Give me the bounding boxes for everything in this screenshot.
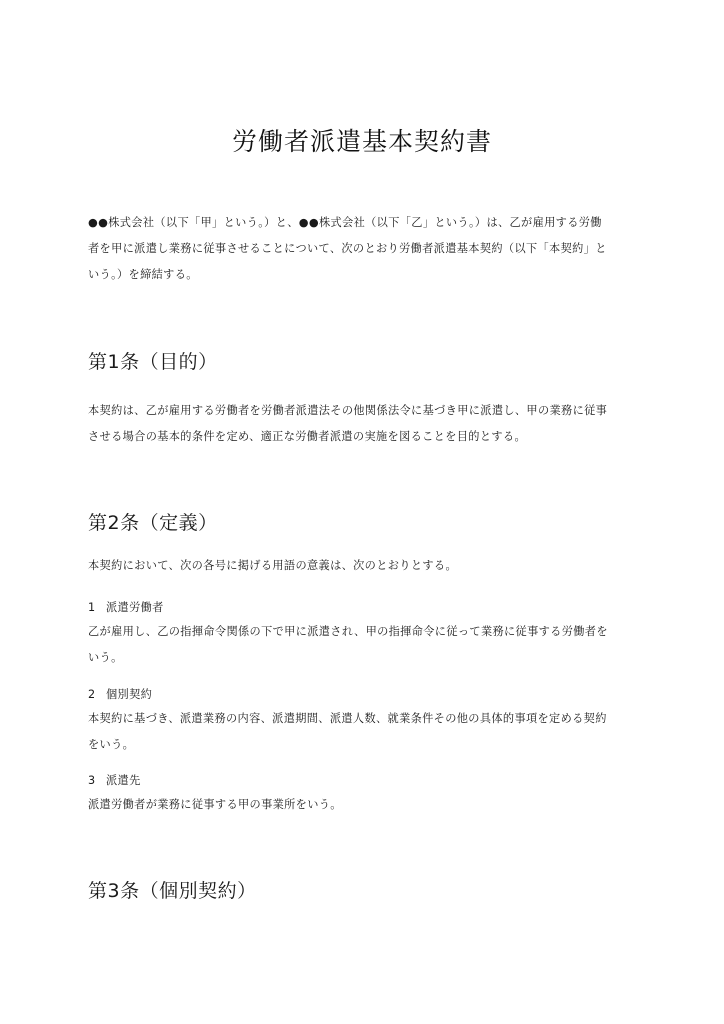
- article-2-heading: 第2条（定義）: [88, 512, 218, 534]
- definition-line: 乙が雇用し、乙の指揮命令関係の下で甲に派遣され、甲の指揮命令に従って業務に従事する労働者を: [88, 625, 608, 638]
- definition-item-2-label: [88, 686, 152, 702]
- preamble-line: ●●株式会社（以下「甲」という。）と、●●株式会社（以下「乙」という。）は、乙が雇用する労働: [88, 216, 602, 229]
- article-2-intro-line: 本契約において、次の各号に掲げる用語の意義は、次のとおりとする。: [88, 559, 457, 572]
- article-1-line: させる場合の基本的条件を定め、適正な労働者派遣の実施を図ることを目的とする。: [88, 430, 526, 443]
- article-1-line: 本契約は、乙が雇用する労働者を労働者派遣法その他関係法令に基づき甲に派遣し、甲の業務に従事: [88, 404, 608, 417]
- definition-line: いう。: [88, 651, 123, 664]
- preamble-line: いう。）を締結する。: [88, 268, 198, 281]
- item-number: 2: [88, 688, 96, 701]
- item-number: 3: [88, 774, 96, 787]
- document-title: 労働者派遣基本契約書: [231, 127, 492, 156]
- definition-item-3-text: [88, 792, 648, 818]
- article-2-intro: [88, 553, 648, 579]
- definition-line: 派遣労働者が業務に従事する甲の事業所をいう。: [88, 798, 342, 811]
- definition-line: をいう。: [88, 738, 135, 751]
- article-3-heading: 第3条（個別契約）: [88, 880, 257, 902]
- item-number: 1: [88, 601, 96, 614]
- definition-item-2-text: [88, 706, 648, 758]
- definition-item-1-label: [88, 599, 164, 615]
- item-term: 派遣先: [106, 774, 141, 787]
- item-term: 個別契約: [106, 688, 153, 701]
- preamble-line: 者を甲に派遣し業務に従事させることについて、次のとおり労働者派遣基本契約（以下「本契約」と: [88, 242, 607, 255]
- article-1-body: [88, 398, 648, 450]
- definition-item-3-label: [88, 772, 141, 788]
- article-1-heading: 第1条（目的）: [88, 351, 218, 373]
- definition-item-1-text: [88, 619, 648, 671]
- item-term: 派遣労働者: [106, 601, 164, 614]
- preamble-paragraph: [88, 210, 648, 288]
- definition-line: 本契約に基づき、派遣業務の内容、派遣期間、派遣人数、就業条件その他の具体的事項を定める契約: [88, 712, 607, 725]
